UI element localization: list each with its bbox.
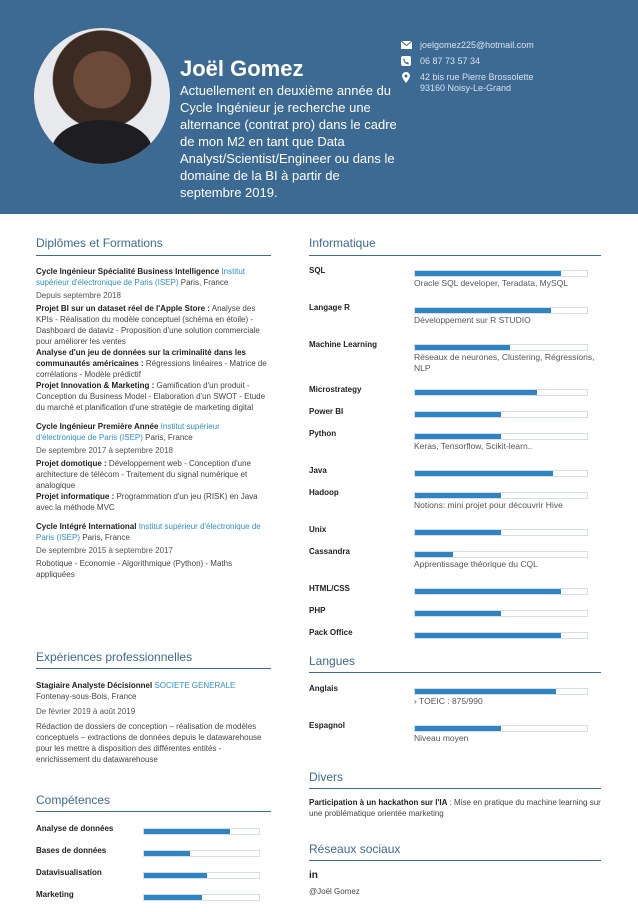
skill-level-fill xyxy=(415,345,510,350)
location-pin-icon xyxy=(400,72,412,82)
skill-level-bar xyxy=(414,632,588,639)
section-title-diplomes: Diplômes et Formations xyxy=(36,236,163,250)
skill-description: Réseaux de neurones, Clustering, Régressions, NLP xyxy=(414,352,595,373)
skill-description: Niveau moyen xyxy=(414,733,469,743)
skill-row xyxy=(309,407,599,429)
phone-number: 06 87 73 57 34 xyxy=(420,56,481,66)
skill-row xyxy=(309,584,599,606)
skill-row xyxy=(309,606,599,628)
person-name: Joël Gomez xyxy=(180,56,304,81)
skill-level-fill xyxy=(415,412,501,417)
section-title-reseaux: Réseaux sociaux xyxy=(309,842,401,856)
project-title: Projet BI sur un dataset réel de l'Apple Store : xyxy=(36,304,210,313)
address xyxy=(420,72,534,94)
project-desc: Analyse des KPIs - Réalisation du modèle conceptuel (schéma en étoile) - Dashboard de dataviz - Proposition d'une solution commerciale pour améliorer les ventes xyxy=(36,304,260,346)
section-title-informatique: Informatique xyxy=(309,236,376,250)
skill-level-fill xyxy=(415,552,453,557)
skill-name: Anglais xyxy=(309,684,338,693)
skill-row xyxy=(36,846,266,868)
skill-row xyxy=(309,266,599,303)
section-divider xyxy=(309,860,601,861)
email-link[interactable]: joelgomez225@hotmail.com xyxy=(420,40,534,50)
diplome-city: Paris, France xyxy=(145,433,193,442)
skill-level-bar xyxy=(143,850,260,857)
section-title-competences: Compétences xyxy=(36,793,111,807)
skill-name: Espagnol xyxy=(309,721,346,730)
skill-row xyxy=(309,628,599,650)
skill-row xyxy=(309,488,599,525)
skill-level-bar xyxy=(414,688,588,695)
skill-level-fill xyxy=(415,271,561,276)
skill-level-bar xyxy=(414,307,588,314)
skill-level-fill xyxy=(144,829,230,834)
skill-level-fill xyxy=(415,471,553,476)
skill-description: Développement sur R STUDIO xyxy=(414,315,531,325)
skill-level-fill xyxy=(144,895,202,900)
skill-row xyxy=(309,525,599,547)
skill-level-fill xyxy=(415,611,501,616)
skill-row xyxy=(309,303,599,340)
divers-desc: : Mise en pratique du machine learning sur une problématique orientée marketing xyxy=(309,798,601,818)
skill-level-fill xyxy=(415,689,556,694)
address-line-1: 42 bis rue Pierre Brossolette xyxy=(420,72,534,82)
address-line-2: 93160 Noisy-Le-Grand xyxy=(420,83,512,93)
skill-level-bar xyxy=(414,588,588,595)
divers-bold: Participation à un hackathon sur l'IA xyxy=(309,798,448,807)
section-title-experiences: Expériences professionnelles xyxy=(36,650,193,664)
skill-row xyxy=(309,429,599,466)
diplome-desc: Robotique - Economie - Algorithmique (Python) - Maths appliquées xyxy=(36,559,233,579)
competences-list xyxy=(36,824,266,912)
project-title: Projet informatique : xyxy=(36,492,115,501)
skill-level-bar xyxy=(143,828,260,835)
linkedin-handle[interactable]: @Joël Gomez xyxy=(309,887,360,896)
skill-name: Python xyxy=(309,429,337,438)
skill-level-bar xyxy=(143,872,260,879)
linkedin-icon[interactable]: in xyxy=(309,870,318,881)
section-divider xyxy=(36,668,271,669)
skill-name: Langage R xyxy=(309,303,350,312)
diplome-entry xyxy=(36,521,268,580)
skill-level-fill xyxy=(144,873,207,878)
experience-date: De février 2019 à août 2019 xyxy=(36,707,136,716)
skill-row xyxy=(309,721,599,758)
company-link[interactable]: SOCIETE GENERALE xyxy=(154,681,236,690)
experience-location: Fontenay-sous-Bois, France xyxy=(36,692,137,701)
section-divider xyxy=(309,255,601,256)
skill-level-bar xyxy=(414,492,588,499)
skill-row xyxy=(309,385,599,407)
diplome-title: Cycle Intégré International xyxy=(36,522,137,531)
school-link[interactable]: Institut supérieur d'électronique de Paris (ISEP) xyxy=(36,422,220,442)
divers-text xyxy=(309,797,609,819)
project-desc: Programmation d'un jeu (RISK) en Java avec la méthode MVC xyxy=(36,492,258,512)
section-divider xyxy=(309,788,601,789)
diplome-date: De septembre 2015 à septembre 2017 xyxy=(36,546,173,555)
skill-level-bar xyxy=(414,529,588,536)
diplome-title: Cycle Ingénieur Première Année xyxy=(36,422,159,431)
skill-description: › TOEIC : 875/990 xyxy=(414,696,483,706)
skill-level-bar xyxy=(414,411,588,418)
section-divider xyxy=(36,811,271,812)
skill-name: Java xyxy=(309,466,327,475)
skill-row xyxy=(36,824,266,846)
skill-level-bar xyxy=(414,389,588,396)
skill-name: Datavisualisation xyxy=(36,868,102,877)
tagline: Actuellement en deuxième année du Cycle Ingénieur je recherche une alternance (contrat pro) dans le cadre de mon M2 en tant que Data Analyst/Scientist/Engineer ou dans le domaine de la BI à partir de septembre 2019. xyxy=(180,83,397,200)
project-title: Projet domotique : xyxy=(36,459,107,468)
contact-info xyxy=(400,40,534,99)
skill-name: Microstrategy xyxy=(309,385,362,394)
diplomes-list xyxy=(36,266,268,588)
skill-name: PHP xyxy=(309,606,326,615)
informatique-list xyxy=(309,266,599,650)
skill-level-bar xyxy=(414,470,588,477)
skill-level-fill xyxy=(415,308,551,313)
section-title-langues: Langues xyxy=(309,654,356,668)
skill-name: Marketing xyxy=(36,890,74,899)
skill-level-bar xyxy=(414,551,588,558)
header-banner xyxy=(0,0,638,214)
section-divider xyxy=(36,255,271,256)
skill-level-bar xyxy=(414,433,588,440)
diplome-entry xyxy=(36,266,268,413)
langues-list xyxy=(309,684,599,758)
skill-row xyxy=(309,340,599,385)
envelope-icon xyxy=(400,40,412,50)
skill-name: Bases de données xyxy=(36,846,107,855)
skill-row xyxy=(36,868,266,890)
diplome-city: Paris, France xyxy=(82,533,130,542)
project-title: Analyse d'un jeu de données sur la criminalité dans les communautés américaines : xyxy=(36,348,246,368)
school-link[interactable]: Institut supérieur d'électronique de Paris (ISEP) xyxy=(36,522,261,542)
skill-level-fill xyxy=(144,851,190,856)
section-title-divers: Divers xyxy=(309,770,344,784)
project-desc: Régressions linéaires - Matrice de corrélations - Modèle prédictif xyxy=(36,359,267,379)
skill-name: SQL xyxy=(309,266,326,275)
skill-row xyxy=(309,684,599,721)
skill-name: Hadoop xyxy=(309,488,339,497)
skill-level-bar xyxy=(414,725,588,732)
skill-level-bar xyxy=(414,610,588,617)
skill-name: Cassandra xyxy=(309,547,350,556)
skill-level-fill xyxy=(415,434,501,439)
skill-row xyxy=(309,547,599,584)
experience-entry xyxy=(36,680,268,765)
skill-description: Oracle SQL developer, Teradata, MySQL xyxy=(414,278,569,288)
diplome-date: Depuis septembre 2018 xyxy=(36,291,121,300)
project-desc: Développement web - Conception d'une architecture de télécom - Traitement du signal numérique et analogique xyxy=(36,459,251,490)
project-desc: Gamification d'un produit - Conception du Business Model - Elaboration d'un SWOT - Etude du marché et planification d'une stratégie de marketing digital xyxy=(36,381,266,412)
skill-level-bar xyxy=(414,270,588,277)
skill-level-bar xyxy=(414,344,588,351)
section-divider xyxy=(309,672,601,673)
skill-name: Power BI xyxy=(309,407,344,416)
school-link[interactable]: Institut supérieur d'électronique de Paris (ISEP) xyxy=(36,267,245,287)
skill-name: Machine Learning xyxy=(309,340,378,349)
skill-level-fill xyxy=(415,493,501,498)
experience-desc: Rédaction de dossiers de conception – réalisation de modèles conceptuels – extractions de données depuis le datawarehouse pour les mettre à disposition des différentes entités - enrichissement du datawarehouse xyxy=(36,722,262,764)
project-title: Projet Innovation & Marketing : xyxy=(36,381,155,390)
phone-icon xyxy=(400,56,412,66)
skill-description: Apprentissage théorique du CQL xyxy=(414,559,538,569)
skill-level-fill xyxy=(415,390,537,395)
diplome-entry xyxy=(36,421,268,513)
diplome-city: Paris, France xyxy=(180,278,229,287)
skill-row xyxy=(309,466,599,488)
skill-name: Unix xyxy=(309,525,327,534)
skill-level-fill xyxy=(415,530,501,535)
diplome-date: De septembre 2017 à septembre 2018 xyxy=(36,446,173,455)
skill-name: Pack Office xyxy=(309,628,353,637)
experience-title: Stagiaire Analyste Décisionnel xyxy=(36,681,153,690)
skill-level-bar xyxy=(143,894,260,901)
skill-name: HTML/CSS xyxy=(309,584,350,593)
diplome-title: Cycle Ingénieur Spécialité Business Intelligence xyxy=(36,267,220,276)
skill-level-fill xyxy=(415,633,561,638)
skill-level-fill xyxy=(415,726,501,731)
skill-description: Notions: mini projet pour découvrir Hive xyxy=(414,500,563,510)
skill-level-fill xyxy=(415,589,561,594)
skill-row xyxy=(36,890,266,912)
skill-name: Analyse de données xyxy=(36,824,114,833)
skill-description: Keras, Tensorflow, Scikit-learn.. xyxy=(414,441,533,451)
avatar xyxy=(34,28,170,164)
